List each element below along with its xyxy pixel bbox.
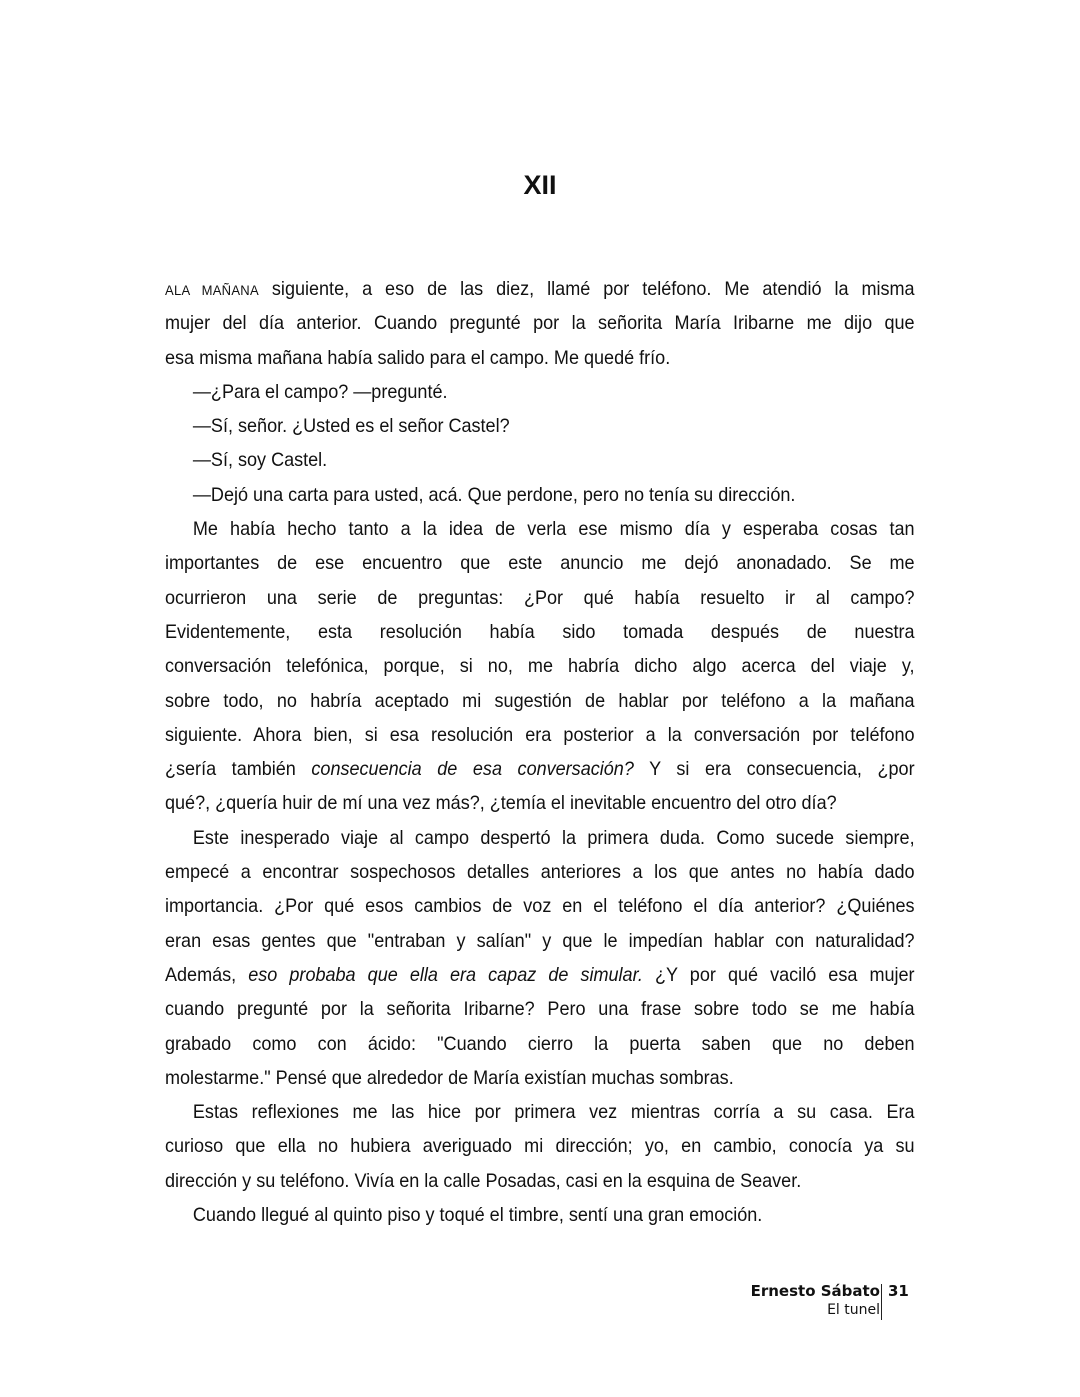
footer-book-title: El tunel (827, 1302, 880, 1318)
text-line: ¿sería también consecuencia de esa conversación? Y si era consecuencia, ¿por (165, 758, 915, 781)
text-line: siguiente. Ahora bien, si esa resolución era posterior a la conversación por teléfono (165, 723, 915, 746)
text-line: Además, eso probaba que ella era capaz de simular. ¿Y por qué vaciló esa mujer (165, 963, 915, 986)
footer-author: Ernesto Sábato (750, 1282, 880, 1300)
text-line: molestarme." Pensé que alrededor de María existían muchas sombras. (165, 1066, 734, 1089)
text-line: conversación telefónica, porque, si no, me habría dicho algo acerca del viaje y, (165, 655, 915, 678)
italic-phrase: eso probaba que ella era capaz de simular. (248, 963, 643, 986)
text-line: mujer del día anterior. Cuando pregunté por la señorita María Iribarne me dijo que (165, 312, 915, 335)
dialogue-line: —¿Para el campo? —pregunté. (192, 380, 448, 403)
smallcaps-lead: ALA MAÑANA (165, 282, 259, 298)
page-footer (700, 1282, 940, 1322)
italic-phrase: consecuencia de esa conversación? (311, 758, 634, 781)
text-line: grabado como con ácido: "Cuando cierro la puerta saben que no deben (165, 1032, 915, 1055)
dialogue-line: —Sí, señor. ¿Usted es el señor Castel? (192, 415, 510, 438)
dialogue-line: —Sí, soy Castel. (192, 449, 328, 472)
text-line: Este inesperado viaje al campo despertó la primera duda. Como sucede siempre, (192, 826, 915, 849)
text-line: esa misma mañana había salido para el campo. Me quedé frío. (165, 346, 671, 369)
page-number: 31 (888, 1282, 909, 1300)
text-line: Cuando llegué al quinto piso y toqué el timbre, sentí una gran emoción. (192, 1204, 763, 1227)
text-line: importancia. ¿Por qué esos cambios de voz en el teléfono el día anterior? ¿Quiénes (165, 895, 915, 918)
text-line: eran esas gentes que "entraban y salían" y que le impedían hablar con naturalidad? (165, 929, 915, 952)
footer-divider (881, 1284, 882, 1320)
text-line: curioso que ella no hubiera averiguado mi dirección; yo, en cambio, conocía ya su (165, 1135, 915, 1158)
text-line: ocurrieron una serie de preguntas: ¿Por qué había resuelto ir al campo? (165, 586, 915, 609)
body-text (165, 272, 915, 1232)
text-line: Evidentemente, esta resolución había sido tomada después de nuestra (165, 620, 915, 643)
text-line: importantes de ese encuentro que este anuncio me dejó anonadado. Se me (165, 552, 915, 575)
text-line: empecé a encontrar sospechosos detalles anteriores a los que antes no había dado (165, 861, 915, 884)
text-line: Me había hecho tanto a la idea de verla ese mismo día y esperaba cosas tan (192, 518, 915, 541)
text-line: sobre todo, no habría aceptado mi sugestión de hablar por teléfono a la mañana (165, 689, 915, 712)
dialogue-line: —Dejó una carta para usted, acá. Que perdone, pero no tenía su dirección. (192, 483, 796, 506)
text-line: qué?, ¿quería huir de mí una vez más?, ¿temía el inevitable encuentro del otro día? (165, 792, 837, 815)
footer-citation (751, 1282, 880, 1319)
text-line: cuando pregunté por la señorita Iribarne? Pero una frase sobre todo se me había (165, 998, 915, 1021)
text-line: ALA MAÑANA siguiente, a eso de las diez, llamé por teléfono. Me atendió la misma (165, 278, 915, 300)
text-line: dirección y su teléfono. Vivía en la calle Posadas, casi en la esquina de Seaver. (165, 1169, 802, 1192)
text-line: Estas reflexiones me las hice por primera vez mientras corría a su casa. Era (192, 1101, 915, 1124)
chapter-title: XII (523, 170, 557, 200)
